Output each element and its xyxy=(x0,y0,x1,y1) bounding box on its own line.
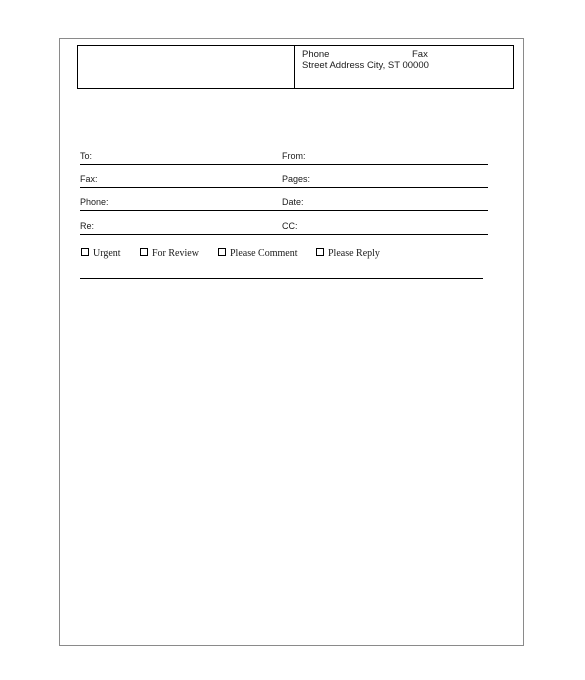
checkbox-please-reply[interactable] xyxy=(316,248,380,259)
checkbox-row xyxy=(81,248,491,262)
checkbox-please-comment[interactable] xyxy=(218,248,298,259)
checkbox-icon[interactable] xyxy=(140,248,148,256)
checkbox-label: For Review xyxy=(152,248,199,259)
checkbox-label: Urgent xyxy=(93,248,121,259)
phone-field-label: Phone: xyxy=(80,197,109,207)
message-divider xyxy=(80,278,483,279)
cc-label: CC: xyxy=(282,221,298,231)
checkbox-icon[interactable] xyxy=(81,248,89,256)
checkbox-for-review[interactable] xyxy=(140,248,199,259)
contact-info xyxy=(302,46,510,88)
field-row-phone-date xyxy=(80,196,488,211)
to-label: To: xyxy=(80,151,93,161)
field-row-to-from xyxy=(80,150,488,165)
checkbox-label: Please Reply xyxy=(328,248,380,259)
checkbox-urgent[interactable] xyxy=(81,248,121,259)
field-row-re-cc xyxy=(80,220,488,235)
header-box xyxy=(77,45,514,89)
checkbox-icon[interactable] xyxy=(316,248,324,256)
fax-field-label: Fax: xyxy=(80,174,98,184)
checkbox-icon[interactable] xyxy=(218,248,226,256)
field-row-fax-pages xyxy=(80,173,488,188)
street-address: Street Address City, ST 00000 xyxy=(302,60,429,71)
fax-label: Fax xyxy=(412,49,428,60)
checkbox-label: Please Comment xyxy=(230,248,298,259)
fax-cover-page xyxy=(59,38,524,646)
logo-area xyxy=(78,46,295,88)
phone-label: Phone xyxy=(302,49,330,60)
pages-label: Pages: xyxy=(282,174,311,184)
from-label: From: xyxy=(282,151,306,161)
date-label: Date: xyxy=(282,197,304,207)
re-label: Re: xyxy=(80,221,95,231)
